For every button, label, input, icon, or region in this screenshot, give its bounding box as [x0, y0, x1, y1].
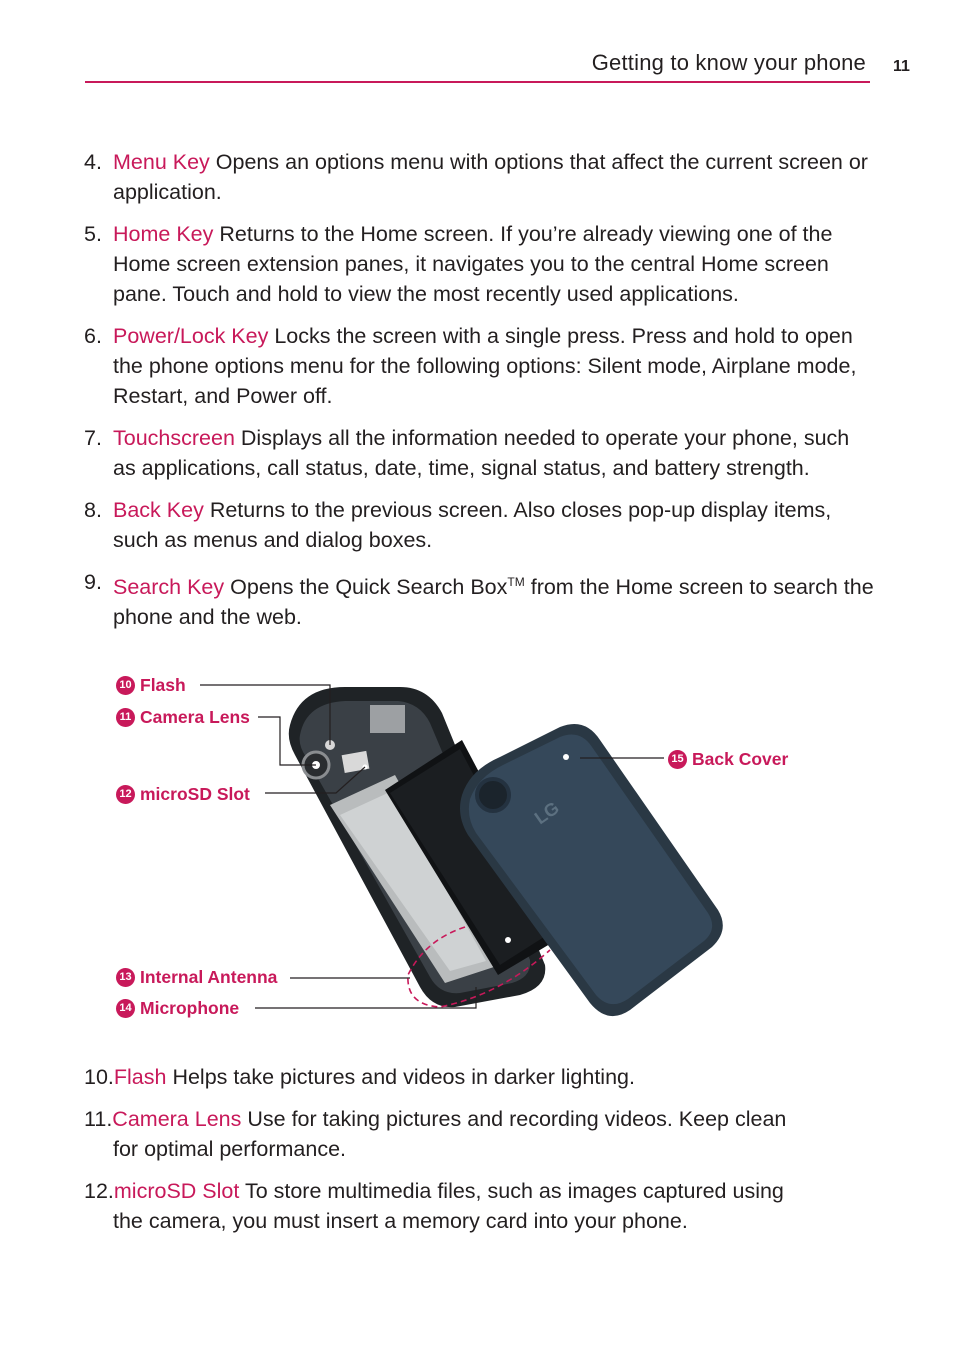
header-title: Getting to know your phone	[591, 50, 866, 75]
callout-badge: 11	[116, 708, 135, 727]
item-description: Returns to the previous screen. Also closes pop-up display items, such as menus and dialog boxes.	[113, 498, 832, 552]
back-cover-camera-hole	[477, 779, 509, 811]
callout-internal-antenna	[116, 967, 277, 988]
list-item	[84, 567, 876, 632]
callout-camera-lens	[116, 707, 250, 728]
list-item	[84, 1176, 876, 1236]
trademark-superscript: TM	[507, 575, 525, 589]
callout-microsd-slot	[116, 784, 250, 805]
callout-label: Internal Antenna	[140, 967, 278, 987]
list-item	[84, 147, 876, 207]
list-item	[84, 321, 876, 411]
item-term: Menu Key	[113, 150, 210, 174]
callout-badge: 12	[116, 785, 135, 804]
callout-flash	[116, 675, 186, 696]
feature-list-top	[84, 147, 876, 644]
item-number: 8.	[84, 498, 102, 522]
item-description-continued: the camera, you must insert a memory card into your phone.	[113, 1209, 688, 1233]
item-description: Locks the screen with a single press. Press and hold to open the phone options menu for the following options: Silent mode, Airplane mode, Restart, and Power off.	[113, 324, 857, 408]
item-term: Flash	[113, 1065, 167, 1089]
list-item	[84, 1104, 876, 1164]
item-description-continued: for optimal performance.	[113, 1137, 347, 1161]
callout-badge: 14	[116, 999, 135, 1018]
callout-badge: 13	[116, 968, 135, 987]
item-number: 11.	[84, 1107, 113, 1131]
antenna-point	[505, 937, 511, 943]
callout-badge: 15	[668, 750, 687, 769]
header-divider	[85, 81, 870, 83]
item-description: Opens the Quick Search Box	[230, 575, 508, 600]
item-number: 12.	[84, 1179, 114, 1203]
list-item	[84, 219, 876, 309]
phone-diagram	[0, 665, 954, 1035]
callout-label: Camera Lens	[140, 707, 250, 727]
item-term: Home Key	[113, 222, 214, 246]
item-term: Search Key	[113, 575, 225, 600]
item-description: To store multimedia files, such as images captured using	[244, 1179, 784, 1203]
list-item	[84, 1062, 876, 1092]
item-number: 9.	[84, 570, 102, 594]
item-description: Displays all the information needed to operate your phone, such as applications, call status, date, time, signal status, and battery strength.	[113, 426, 850, 480]
item-term: Touchscreen	[113, 426, 235, 450]
item-term: Camera Lens	[112, 1107, 242, 1131]
item-number: 5.	[84, 222, 102, 246]
callout-label: Flash	[140, 675, 186, 695]
callout-microphone	[116, 998, 239, 1019]
item-number: 6.	[84, 324, 102, 348]
item-term: Power/Lock Key	[113, 324, 269, 348]
item-number: 7.	[84, 426, 102, 450]
callout-badge: 10	[116, 676, 135, 695]
feature-list-bottom	[84, 1062, 876, 1248]
item-term: microSD Slot	[113, 1179, 240, 1203]
item-number: 4.	[84, 150, 102, 174]
item-description: Use for taking pictures and recording videos. Keep clean	[247, 1107, 787, 1131]
page-number: 11	[893, 58, 910, 75]
item-description: Returns to the Home screen. If you’re already viewing one of the Home screen extension panes, it navigates you to the central Home screen pane. Touch and hold to view the most recently used applications.	[113, 222, 833, 306]
connector-module	[370, 705, 405, 733]
item-term: Back Key	[113, 498, 204, 522]
callout-label: Microphone	[140, 998, 240, 1018]
list-item	[84, 423, 876, 483]
list-item	[84, 495, 876, 555]
item-description: Helps take pictures and videos in darker lighting.	[172, 1065, 635, 1089]
back-cover-point	[563, 754, 569, 760]
callout-label: Back Cover	[692, 749, 789, 769]
lg-logo: LG	[530, 797, 563, 829]
item-description-continued: from the Home screen to search the phone and the web.	[113, 575, 874, 630]
item-description: Opens an options menu with options that affect the current screen or application.	[113, 150, 868, 204]
callout-back-cover	[668, 749, 788, 770]
item-number: 10.	[84, 1065, 114, 1089]
callout-label: microSD Slot	[140, 784, 250, 804]
